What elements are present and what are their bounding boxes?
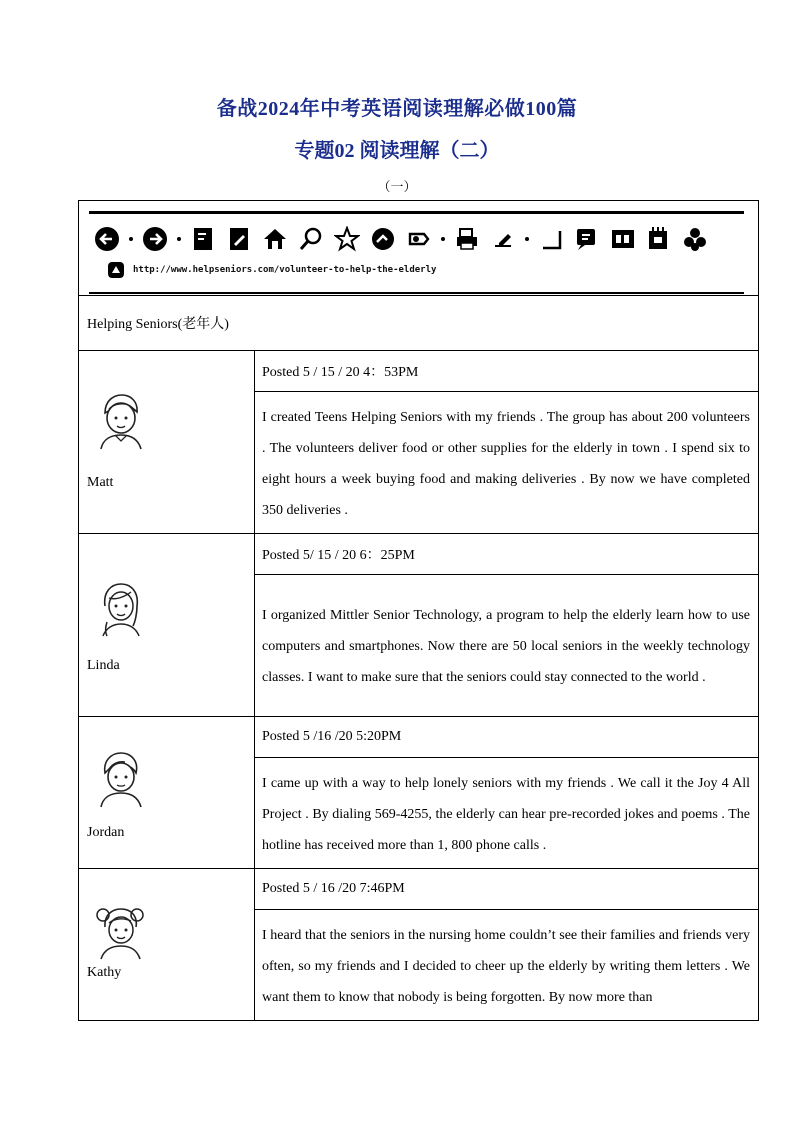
post-date: Posted 5 / 15 / 20 4：53PM — [255, 351, 759, 392]
post-text: I heard that the seniors in the nursing home couldn’t see their families and friends very often, so my friends and I decided to cheer up the elderly by writing them letters . We want them to know that nobody is being forgotten. By now more than — [262, 927, 750, 1005]
section-number: （一） — [377, 179, 417, 194]
search-icon — [297, 225, 325, 253]
edit-document-icon — [225, 225, 253, 253]
girl-avatar-icon — [93, 578, 147, 638]
boy-avatar-icon — [93, 749, 147, 809]
page-icon — [107, 261, 125, 279]
url-text: http://www.helpseniors.com/volunteer-to-help-the-elderly — [133, 265, 437, 275]
back-arrow-icon — [93, 225, 121, 253]
puzzle-icon — [681, 225, 709, 253]
post-body — [255, 910, 759, 1021]
reading-table — [78, 200, 759, 1021]
post-text: I created Teens Helping Seniors with my friends . The group has about 200 volunteers . The volunteers deliver food or other supplies for the elderly in town . I spend six to eight hours a week buying food and making deliveries . By now we have completed 350 deliveries . — [262, 409, 750, 518]
document-icon — [189, 225, 217, 253]
edit-icon — [489, 225, 517, 253]
browser-screenshot-cell — [79, 201, 759, 296]
home-icon — [261, 225, 289, 253]
post-text: I came up with a way to help lonely seniors with my friends . We call it the Joy 4 All Project . By dialing 569-4255, the elderly can hear pre-recorded jokes and poems . The hotline has received more than 1, 800 phone calls . — [262, 775, 750, 853]
browser-toolbar — [93, 221, 717, 257]
history-icon — [369, 225, 397, 253]
person-cell-linda — [79, 534, 255, 717]
document-subtitle: 专题02 阅读理解（二） — [294, 140, 500, 162]
person-cell-kathy — [79, 869, 255, 1021]
person-name: Linda — [87, 658, 120, 673]
post-body — [255, 392, 759, 534]
chat-icon — [573, 225, 601, 253]
post-body — [255, 758, 759, 869]
star-icon — [333, 225, 361, 253]
person-name: Jordan — [87, 825, 125, 840]
browser-screenshot — [79, 201, 758, 295]
address-bar — [107, 261, 436, 279]
print-icon — [453, 225, 481, 253]
table-header: Helping Seniors(老年人) — [79, 296, 759, 351]
media-icon — [609, 225, 637, 253]
tools-icon — [645, 225, 673, 253]
person-cell-jordan — [79, 717, 255, 869]
boy-avatar-icon — [93, 391, 147, 451]
blank-page-icon — [537, 225, 565, 253]
post-date: Posted 5 /16 /20 5:20PM — [255, 717, 759, 758]
girl-avatar-icon — [93, 901, 147, 961]
post-date: Posted 5 / 16 /20 7:46PM — [255, 869, 759, 910]
post-body — [255, 575, 759, 717]
person-name: Matt — [87, 475, 114, 490]
post-text: I organized Mittler Senior Technology, a program to help the elderly learn how to use computers and smartphones. Now there are 50 local seniors in the weekly technology classes. I want to make sure that the seniors could stay connected to the world . — [262, 608, 750, 685]
forward-arrow-icon — [141, 225, 169, 253]
document-title: 备战2024年中考英语阅读理解必做100篇 — [216, 98, 578, 120]
person-cell-matt — [79, 351, 255, 534]
mail-icon — [405, 225, 433, 253]
post-date: Posted 5/ 15 / 20 6：25PM — [255, 534, 759, 575]
person-name: Kathy — [87, 965, 122, 980]
